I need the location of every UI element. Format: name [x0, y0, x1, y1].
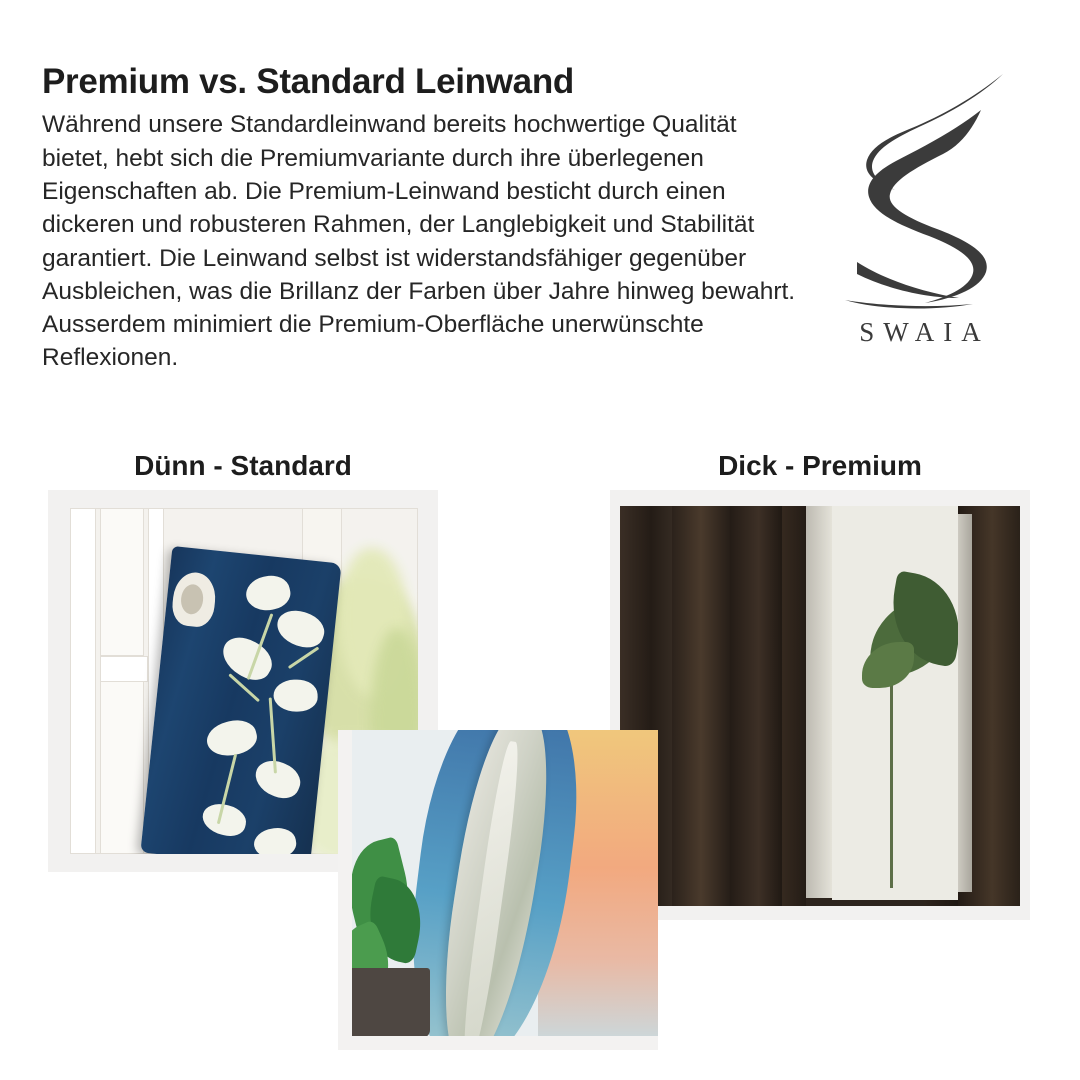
wall-slat — [100, 680, 144, 854]
wood-plank — [730, 506, 782, 906]
canvas-edge-detail-photo — [338, 730, 658, 1050]
brand-logo — [815, 66, 1025, 376]
swaia-s-logo-icon — [833, 66, 1008, 311]
wood-plank — [782, 506, 806, 906]
label-premium: Dick - Premium — [718, 450, 922, 481]
photo-content-middle — [352, 730, 658, 1036]
page-title: Premium vs. Standard Leinwand — [42, 62, 574, 101]
flower-petal — [273, 605, 329, 652]
photo-content-premium — [620, 506, 1020, 906]
canvas-far-edge — [958, 514, 972, 892]
flower-petal — [243, 572, 293, 614]
wood-plank — [672, 506, 730, 906]
flower-petal — [203, 716, 260, 761]
leaf-blade — [288, 646, 320, 669]
rolled-canvas — [140, 546, 341, 854]
wall-slat — [70, 508, 96, 854]
flower-petal — [252, 826, 298, 854]
label-standard: Dünn - Standard — [134, 450, 352, 481]
brand-name: SWAIA — [859, 317, 990, 347]
flower-petal — [273, 679, 318, 713]
wall-slat — [100, 656, 148, 682]
canvas-thick-edge — [806, 506, 832, 898]
description-paragraph: Während unsere Standardleinwand bereits hochwertige Qualität bietet, hebt sich die Premiumvariante durch ihre überlegenen Eigenschaften ab. Die Premium-Leinwand besticht durch einen dickeren und robusteren Rahmen, der Langlebigkeit und Stabilität garantiert. Die Leinwand selbst ist widerstandsfähiger gegenüber Ausbleichen, was die Brillanz der Farben über Jahre hinweg bewahrt. Ausserdem minimiert die Premium-Oberfläche unerwünschte Reflexionen. — [42, 111, 796, 372]
flower-petal — [250, 755, 305, 804]
canvas-face — [832, 506, 958, 900]
wall-slat — [100, 508, 144, 656]
plant-pot — [352, 968, 430, 1036]
thick-premium-canvas-photo — [610, 490, 1030, 920]
header-block — [42, 62, 812, 375]
